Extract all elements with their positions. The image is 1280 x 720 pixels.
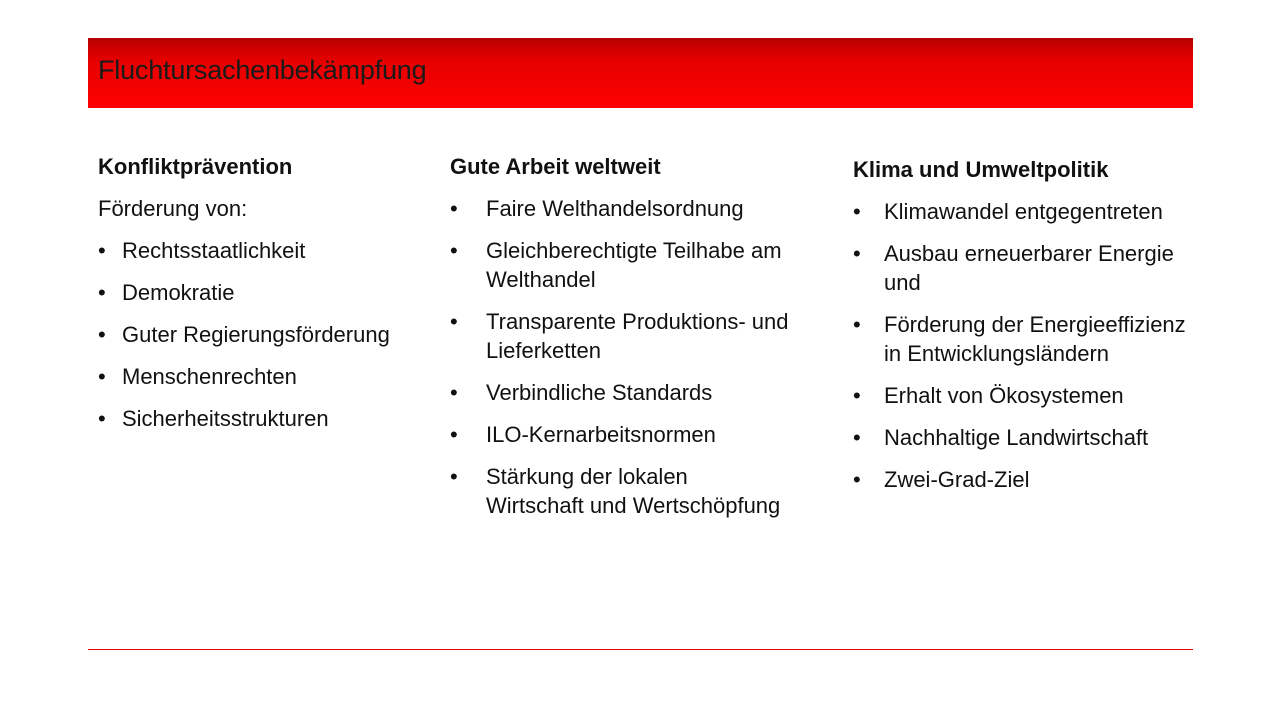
bullet-icon: • [98,280,106,305]
bullet-icon: • [853,241,861,266]
list-item [853,381,1193,410]
list-item [450,307,790,365]
list-item [853,310,1193,368]
bullet-icon: • [450,238,458,263]
bullet-icon: • [98,406,106,431]
list-item-text: Faire Welthandelsordnung [486,196,744,221]
column-intro: Förderung von: [98,196,248,221]
list-item-text: Menschenrechten [122,364,297,389]
list-item-text: Gleichberechtigte Teilhabe am Welthandel [486,238,782,292]
footer-divider [88,649,1193,650]
list-item-text: Guter Regierungsförderung [122,322,390,347]
column-klima-umweltpolitik [853,155,1193,507]
list-item-text: Klimawandel entgegentreten [884,199,1163,224]
bullet-list [450,194,790,520]
list-item-text: ILO-Kernarbeitsnormen [486,422,716,447]
list-item-text: Zwei-Grad-Ziel [884,467,1030,492]
bullet-icon: • [853,425,861,450]
slide-title: Fluchtursachenbekämpfung [98,55,427,85]
list-item [98,320,438,349]
bullet-list [853,197,1193,494]
bullet-icon: • [853,383,861,408]
bullet-icon: • [450,196,458,221]
list-item-text: Erhalt von Ökosystemen [884,383,1124,408]
list-item [450,378,790,407]
bullet-list [98,236,438,433]
bullet-icon: • [853,467,861,492]
list-item-text: Verbindliche Standards [486,380,713,405]
list-item [853,465,1193,494]
list-item-text: Sicherheitsstrukturen [122,406,329,431]
list-item [450,194,790,223]
bullet-icon: • [450,309,458,334]
list-item-text: Demokratie [122,280,235,305]
list-item-text: Transparente Produktions- und Lieferketten [486,309,789,363]
list-item-text: Förderung der Energieeffizienz in Entwicklungsländern [884,312,1186,366]
list-item [98,362,438,391]
list-item [450,420,790,449]
bullet-icon: • [98,364,106,389]
bullet-icon: • [450,464,458,489]
column-heading: Konfliktprävention [98,154,293,179]
bullet-icon: • [853,199,861,224]
bullet-icon: • [853,312,861,337]
list-item [853,423,1193,452]
list-item [98,404,438,433]
column-heading: Klima und Umweltpolitik [853,157,1109,182]
list-item-text: Nachhaltige Landwirtschaft [884,425,1149,450]
column-heading: Gute Arbeit weltweit [450,154,661,179]
bullet-icon: • [98,322,106,347]
title-bar [88,38,1193,108]
bullet-icon: • [98,238,106,263]
list-item [853,197,1193,226]
list-item [98,236,438,265]
list-item [450,236,790,294]
bullet-icon: • [450,422,458,447]
column-gute-arbeit [450,152,790,533]
list-item-text: Stärkung der lokalen Wirtschaft und Wertschöpfung [486,464,781,518]
list-item [853,239,1193,297]
column-konfliktpraevention [98,152,438,446]
list-item [450,462,790,520]
bullet-icon: • [450,380,458,405]
list-item-text: Rechtsstaatlichkeit [122,238,306,263]
list-item-text: Ausbau erneuerbarer Energie und [884,241,1174,295]
list-item [98,278,438,307]
